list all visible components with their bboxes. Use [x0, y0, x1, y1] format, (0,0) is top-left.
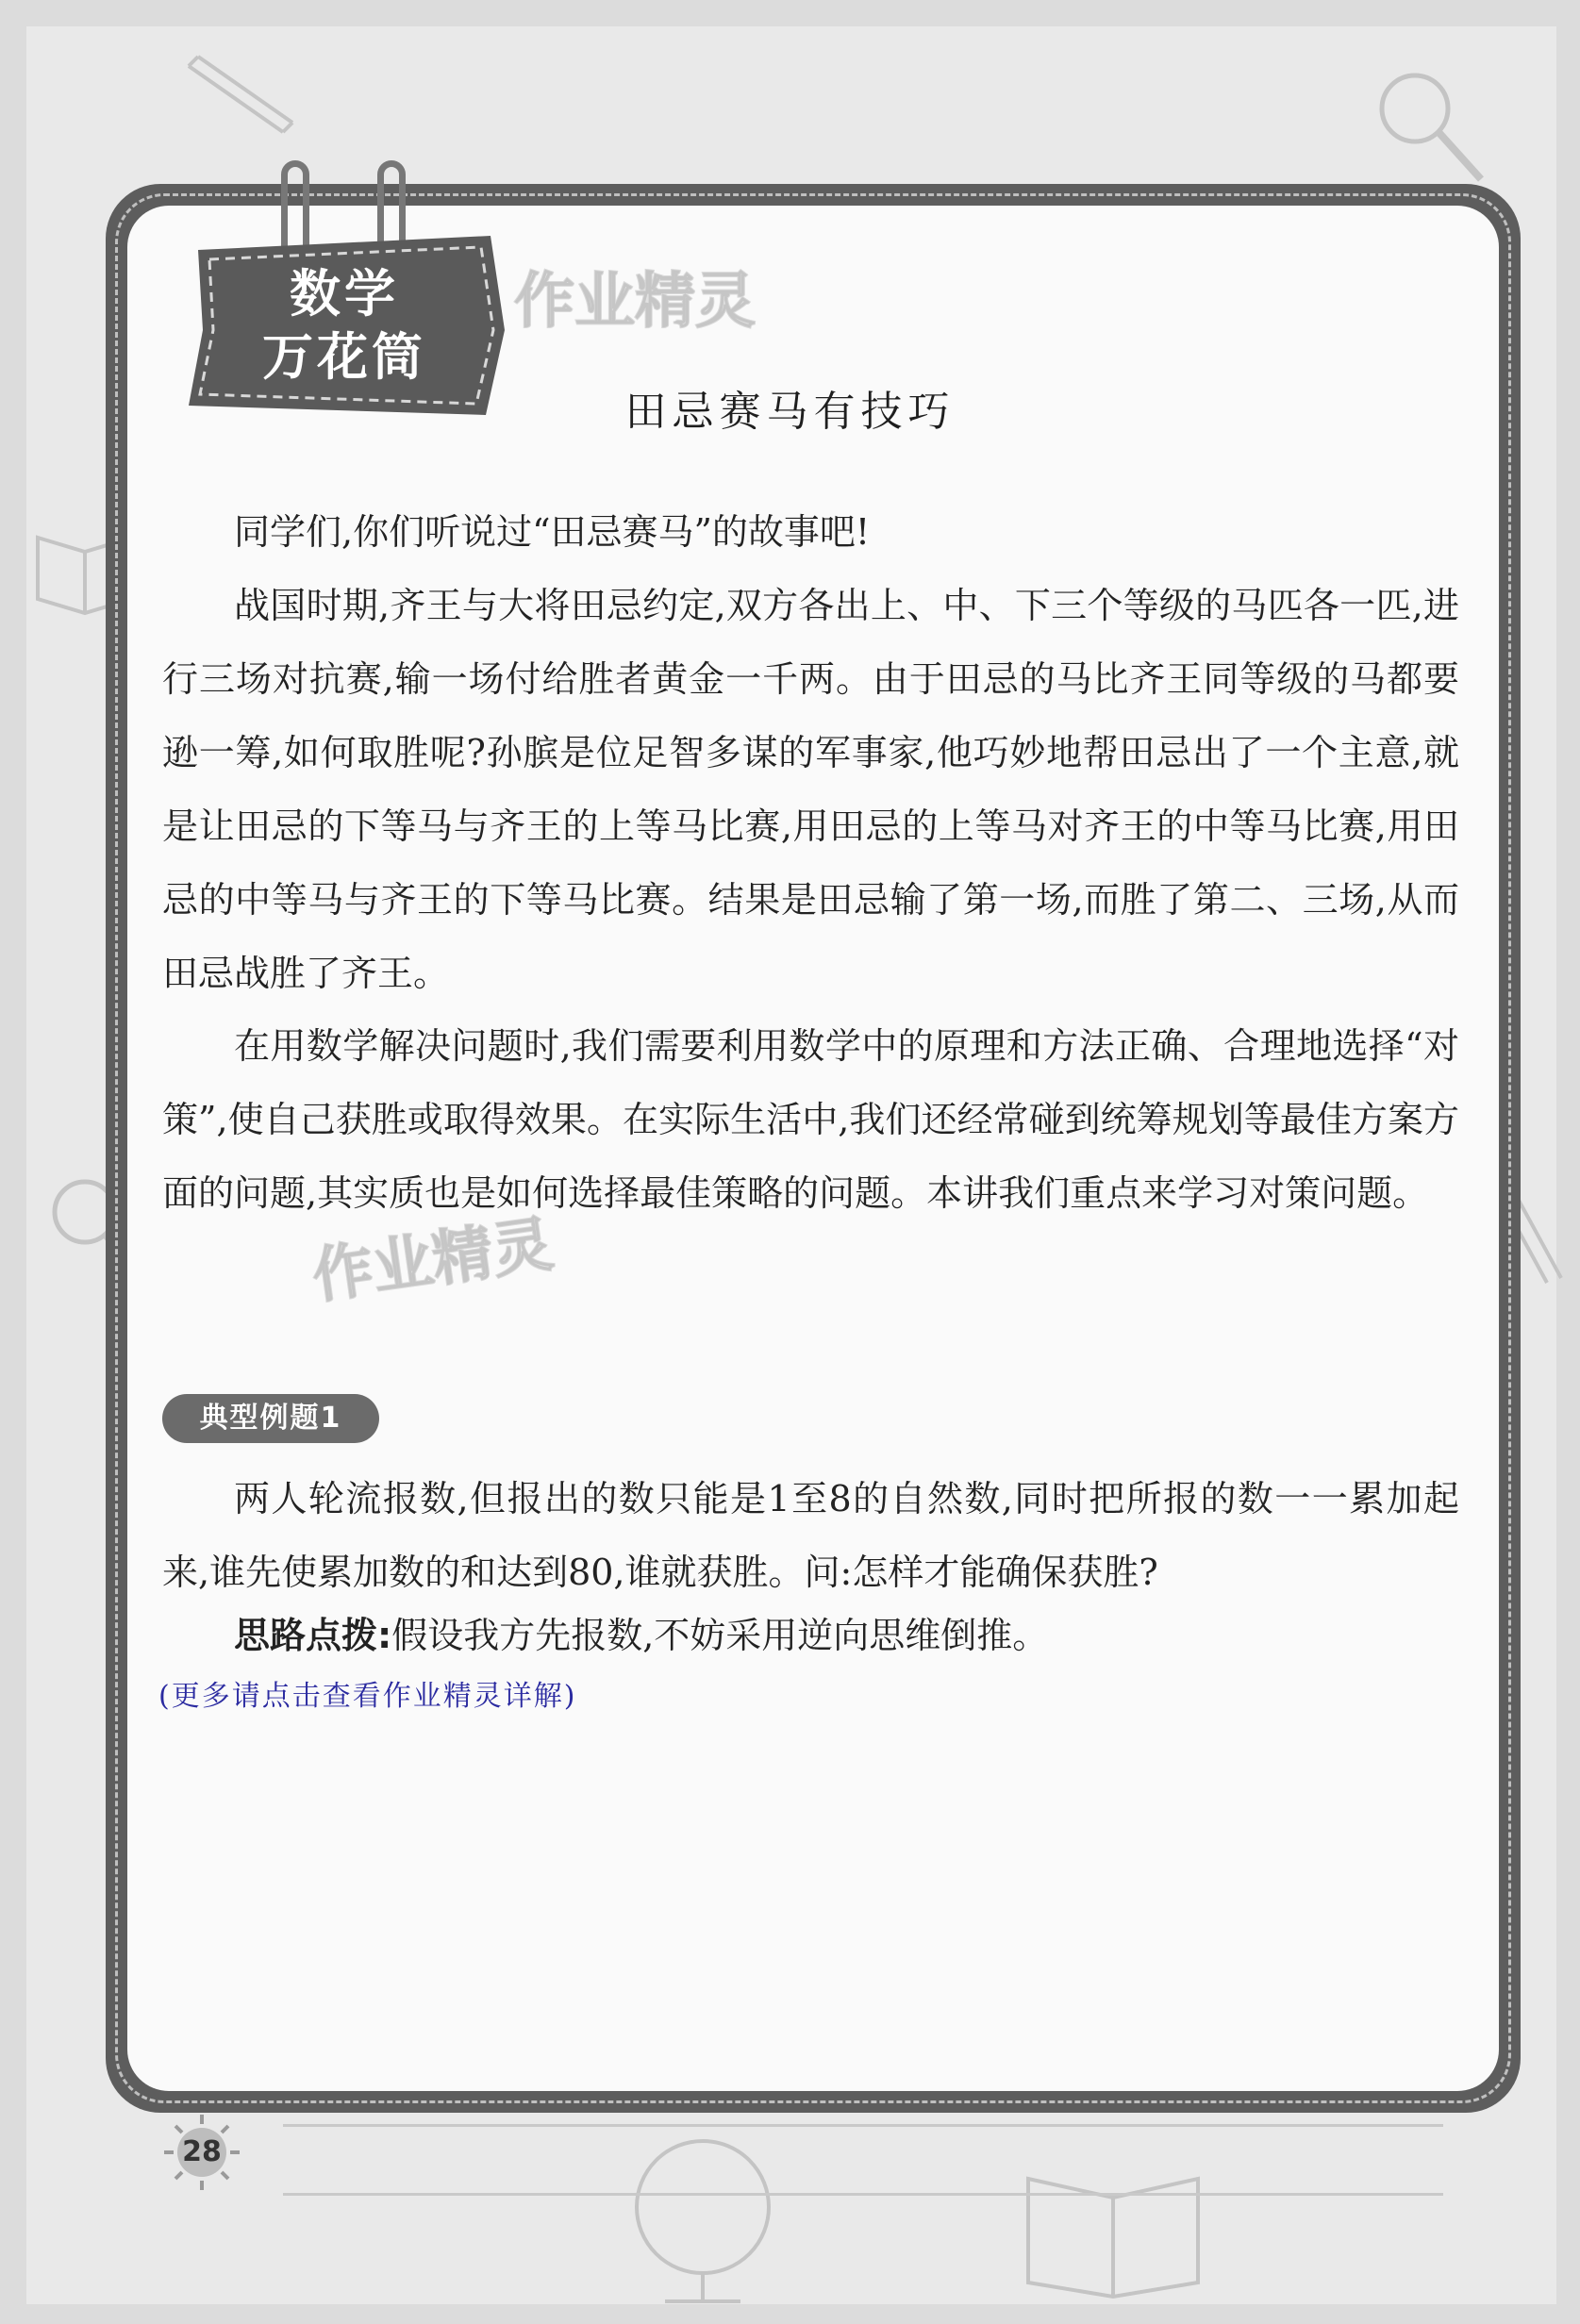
more-details-link[interactable]: (更多请点击查看作业精灵详解)	[158, 1680, 577, 1713]
page-number: 28	[182, 2135, 222, 2168]
badge-line-2: 万花筒	[262, 327, 426, 387]
story-paragraph: 战国时期,齐王与大将田忌约定,双方各出上、中、下三个等级的马匹各一匹,进行三场对抗赛,输一场付给胜者黄金一千两。由于田忌的马比齐王同等级的马都要逊一筹,如何取胜呢?孙膑是位足智多谋的军事家,他巧妙地帮田忌出了一个主意,就是让田忌的下等马与齐王的上等马比赛,用田忌的上等马对齐王的中等马比赛,用田忌的中等马与齐王的下等马比赛。结果是田忌输了第一场,而胜了第二、三场,从而田忌战胜了齐王。	[162, 585, 1459, 994]
article-title: 田忌赛马有技巧	[624, 388, 956, 436]
watermark-middle: 作业精灵	[308, 1209, 557, 1313]
hint-text: 假设我方先报数,不妨采用逆向思维倒推。	[391, 1615, 1049, 1656]
footer-strip	[283, 2124, 1443, 2196]
watermark-top: 作业精灵	[514, 267, 756, 337]
example-tag: 典型例题1	[162, 1394, 379, 1443]
example-problem: 两人轮流报数,但报出的数只能是1至8的自然数,同时把所报的数一一累加起来,谁先使累加数的和达到80,谁就获胜。问:怎样才能确保获胜?	[162, 1478, 1459, 1593]
badge-line-1: 数学	[290, 264, 399, 324]
hint-label: 思路点拨:	[234, 1615, 392, 1656]
hint-paragraph	[162, 1605, 1459, 1666]
pencil-doodle-icon	[170, 47, 302, 160]
page-number-badge	[162, 2113, 241, 2192]
magnifier-doodle-icon	[1358, 57, 1500, 198]
strategy-paragraph: 在用数学解决问题时,我们需要利用数学中的原理和方法正确、合理地选择“对策”,使自己获胜或取得效果。在实际生活中,我们还经常碰到统筹规划等最佳方案方面的问题,其实质也是如何选择最佳策略的问题。本讲我们重点来学习对策问题。	[162, 1025, 1459, 1214]
intro-paragraph: 同学们,你们听说过“田忌赛马”的故事吧!	[234, 511, 871, 553]
